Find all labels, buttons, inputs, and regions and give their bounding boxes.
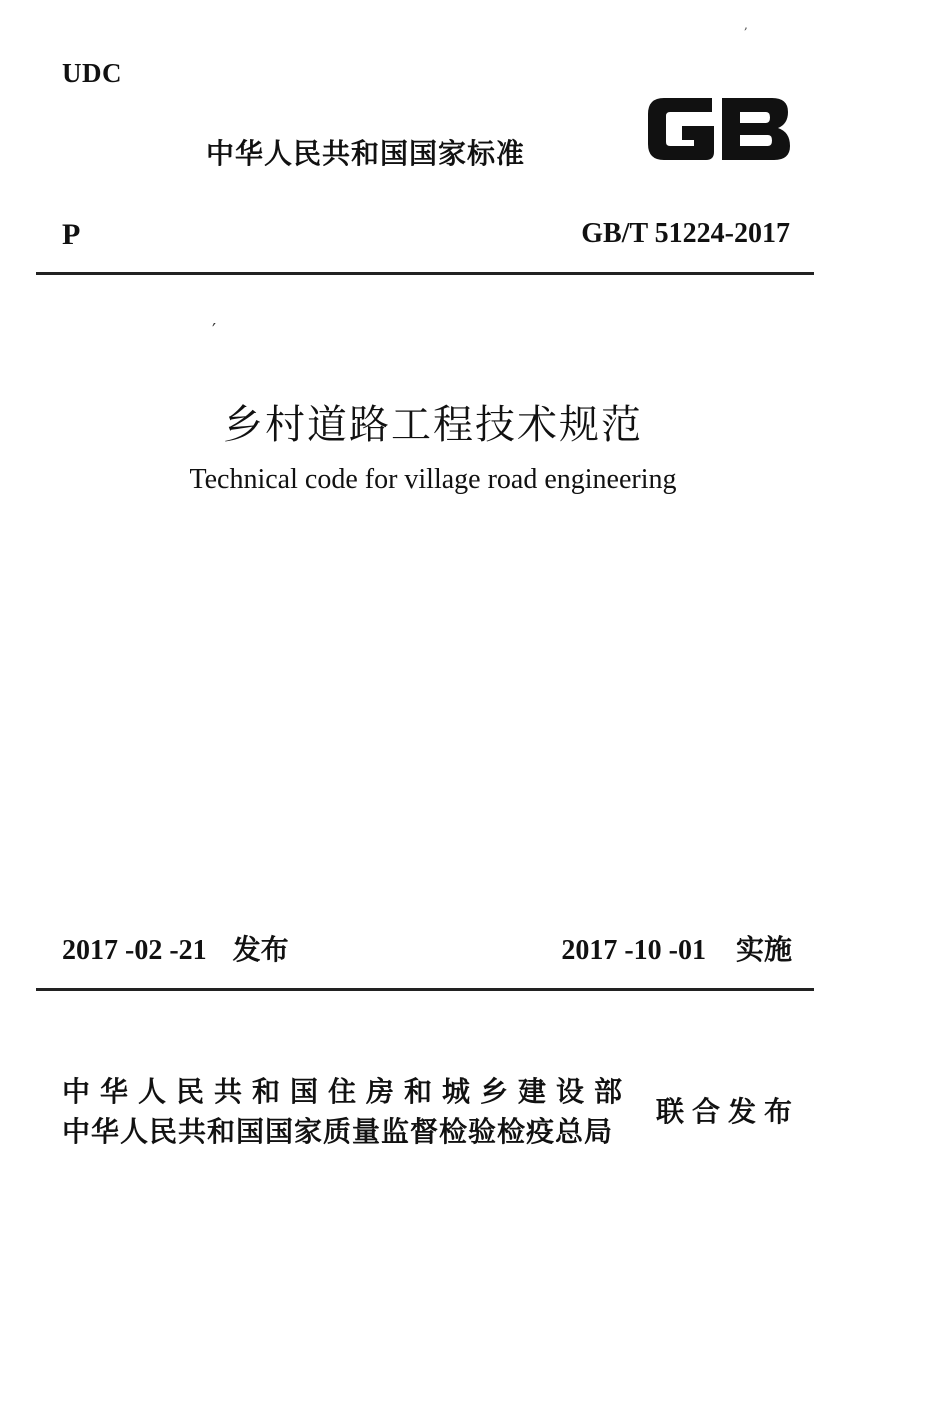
authority-ministry-housing: 中华人民共和国住房和城乡建设部 [62,1075,633,1108]
classification-code: P [62,218,81,251]
issue-date-line [62,928,289,968]
issue-date: 2017 -02 -21 [62,935,207,966]
document-title-english: Technical code for village road engineering [189,464,677,495]
gb-logo-g-shape [648,98,714,160]
gb-logo-b-shape [722,98,790,160]
authority-aqsiq: 中华人民共和国国家质量监督检验检疫总局 [62,1115,614,1148]
national-standard-heading: 中华人民共和国国家标准 [206,137,526,170]
scan-mark: , [744,18,748,32]
effective-date-line [561,928,792,968]
scan-mark-2: ′ [212,320,217,341]
effective-label: 实施 [735,933,792,966]
gb-logo [642,90,792,168]
standard-number: GB/T 51224-2017 [581,218,790,249]
udc-label: UDC [62,58,122,88]
header-divider [36,272,814,275]
joint-issue-label: 联合发布 [656,1095,801,1128]
document-title-chinese: 乡村道路工程技术规范 [223,402,643,448]
issue-label: 发布 [232,933,289,966]
effective-date: 2017 -10 -01 [561,935,706,966]
dates-divider [36,988,814,991]
